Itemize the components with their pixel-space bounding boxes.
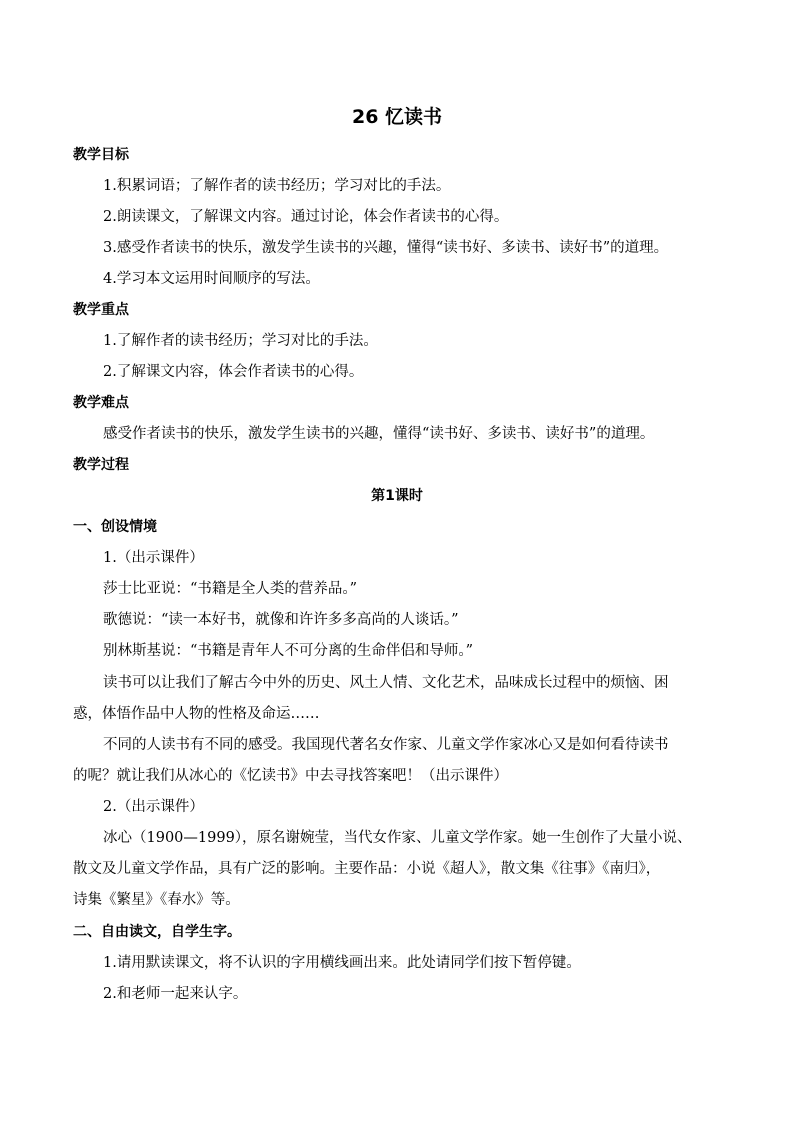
part2-item-1: 1.请用默读课文，将不认识的字用横线画出来。此处请同学们按下暂停键。 <box>103 955 581 971</box>
part2-heading: 二、自由读文，自学生字。 <box>73 924 241 940</box>
paragraph-reading-line2: 惑，体悟作品中人物的性格及命运…… <box>73 706 320 722</box>
lesson-period-label: 第1课时 <box>371 488 423 504</box>
goal-item-2: 2.朗读课文，了解课文内容。通过讨论，体会作者读书的心得。 <box>103 209 509 225</box>
key-point-2: 2.了解课文内容，体会作者读书的心得。 <box>103 364 364 380</box>
part1-item1-label: 1.（出示课件） <box>103 550 204 566</box>
author-bio-line2: 散文及儿童文学作品，具有广泛的影响。主要作品：小说《超人》，散文集《往事》《南归》， <box>73 861 661 877</box>
quote-shakespeare: 莎士比亚说：“书籍是全人类的营养品。” <box>103 581 358 597</box>
key-point-1: 1.了解作者的读书经历；学习对比的手法。 <box>103 333 378 349</box>
author-bio-line3: 诗集《繁星》《春水》等。 <box>73 892 240 908</box>
key-points-heading: 教学重点 <box>73 302 129 318</box>
difficult-points-heading: 教学难点 <box>73 395 129 411</box>
process-heading: 教学过程 <box>73 457 129 473</box>
part1-item2-label: 2.（出示课件） <box>103 799 204 815</box>
quote-goethe: 歌德说：“读一本好书，就像和许许多多高尚的人谈话。” <box>103 612 459 628</box>
lesson-title: 26 忆读书 <box>351 106 443 128</box>
quote-belinsky: 别林斯基说：“书籍是青年人不可分离的生命伴侣和导师。” <box>103 643 474 659</box>
part1-heading: 一、创设情境 <box>73 519 157 535</box>
goal-item-3: 3.感受作者读书的快乐，激发学生读书的兴趣，懂得“读书好、多读书、读好书”的道理。 <box>103 240 669 256</box>
author-bio-line1: 冰心（1900—1999），原名谢婉莹，当代女作家、儿童文学作家。她一生创作了大量小说、 <box>103 830 692 846</box>
paragraph-intro-line2: 的呢？就让我们从冰心的《忆读书》中去寻找答案吧！（出示课件） <box>73 768 508 784</box>
paragraph-intro-line1: 不同的人读书有不同的感受。我国现代著名女作家、儿童文学作家冰心又是如何看待读书 <box>103 737 669 753</box>
difficult-point-text: 感受作者读书的快乐，激发学生读书的兴趣，懂得“读书好、多读书、读好书”的道理。 <box>103 426 655 442</box>
paragraph-reading-line1: 读书可以让我们了解古今中外的历史、风土人情、文化艺术，品味成长过程中的烦恼、困 <box>103 675 669 691</box>
goal-item-4: 4.学习本文运用时间顺序的写法。 <box>103 271 320 287</box>
goal-item-1: 1.积累词语；了解作者的读书经历；学习对比的手法。 <box>103 178 451 194</box>
part2-item-2: 2.和老师一起来认字。 <box>103 986 248 1002</box>
goals-heading: 教学目标 <box>73 147 129 163</box>
